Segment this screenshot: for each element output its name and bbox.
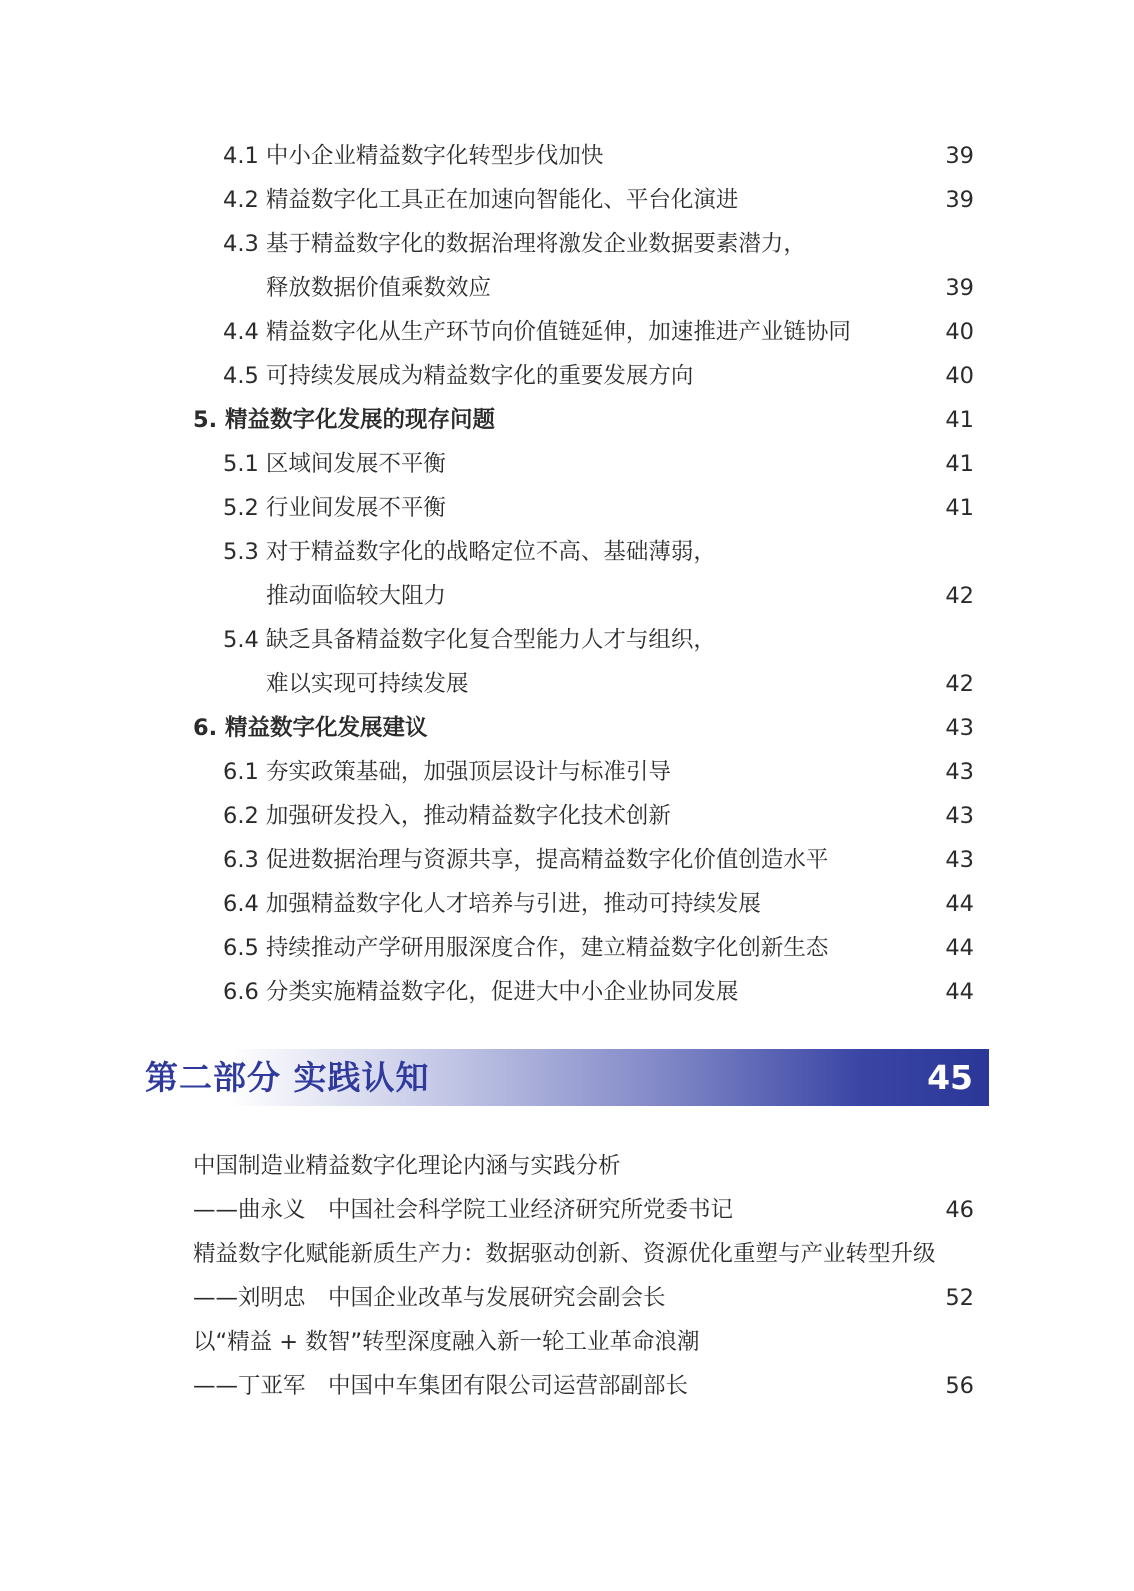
- toc-entry-title: 4.1 中小企业精益数字化转型步伐加快: [223, 143, 604, 169]
- toc-entry-title: 4.5 可持续发展成为精益数字化的重要发展方向: [223, 363, 694, 389]
- toc-entry-title: 6.5 持续推动产学研用服深度合作，建立精益数字化创新生态: [223, 935, 829, 961]
- toc-entry-title: 5.1 区域间发展不平衡: [223, 451, 446, 477]
- article-title: 中国制造业精益数字化理论内涵与实践分析: [193, 1153, 621, 1179]
- toc-entry-page: 43: [945, 759, 974, 785]
- toc-entry-title: 6.4 加强精益数字化人才培养与引进，推动可持续发展: [223, 891, 761, 917]
- toc-entry-title: 5.3 对于精益数字化的战略定位不高、基础薄弱，: [223, 539, 716, 565]
- toc-chapter-title: 6. 精益数字化发展建议: [193, 715, 428, 741]
- toc-entry-title: 4.2 精益数字化工具正在加速向智能化、平台化演进: [223, 187, 739, 213]
- toc-entry-page: 40: [945, 319, 974, 345]
- toc-entry-page: 42: [945, 583, 974, 609]
- part-banner[interactable]: [145, 1049, 989, 1106]
- toc-chapter-page: 43: [945, 715, 974, 741]
- toc-entry-page: 39: [945, 275, 974, 301]
- article-title: 以“精益 + 数智”转型深度融入新一轮工业革命浪潮: [193, 1329, 700, 1355]
- part-title: 第二部分 实践认知: [145, 1058, 430, 1097]
- toc-chapter-title: 5. 精益数字化发展的现存问题: [193, 407, 496, 433]
- toc-entry-page: 43: [945, 803, 974, 829]
- toc-chapter-page: 41: [945, 407, 974, 433]
- toc-entry-title-continued: 释放数据价值乘数效应: [266, 275, 492, 301]
- article-author: ——曲永义 中国社会科学院工业经济研究所党委书记: [193, 1197, 734, 1223]
- article-page: 46: [945, 1197, 974, 1223]
- toc-entry-page: 41: [945, 495, 974, 521]
- toc-entry-page: 43: [945, 847, 974, 873]
- toc-entry-title: 5.2 行业间发展不平衡: [223, 495, 446, 521]
- toc-entry-page: 44: [945, 935, 974, 961]
- toc-entry-title: 6.6 分类实施精益数字化，促进大中小企业协同发展: [223, 979, 739, 1005]
- toc-entry-page: 44: [945, 891, 974, 917]
- article-page: 56: [945, 1373, 974, 1399]
- part-page: 45: [927, 1058, 973, 1097]
- toc-entry-page: 42: [945, 671, 974, 697]
- article-page: 52: [945, 1285, 974, 1311]
- toc-entry-title: 6.3 促进数据治理与资源共享，提高精益数字化价值创造水平: [223, 847, 829, 873]
- article-title: 精益数字化赋能新质生产力：数据驱动创新、资源优化重塑与产业转型升级: [193, 1241, 936, 1267]
- toc-entry-page: 39: [945, 187, 974, 213]
- toc-entry-page: 39: [945, 143, 974, 169]
- toc-entry-title: 6.2 加强研发投入，推动精益数字化技术创新: [223, 803, 671, 829]
- toc-entry-title: 4.4 精益数字化从生产环节向价值链延伸，加速推进产业链协同: [223, 319, 851, 345]
- toc-entry-title: 4.3 基于精益数字化的数据治理将激发企业数据要素潜力，: [223, 231, 806, 257]
- article-author: ——刘明忠 中国企业改革与发展研究会副会长: [193, 1285, 666, 1311]
- article-author: ——丁亚军 中国中车集团有限公司运营部副部长: [193, 1373, 689, 1399]
- toc-entry-title-continued: 推动面临较大阻力: [266, 583, 447, 609]
- toc-entry-page: 40: [945, 363, 974, 389]
- toc-entry-title-continued: 难以实现可持续发展: [266, 671, 469, 697]
- toc-entry-title: 6.1 夯实政策基础，加强顶层设计与标准引导: [223, 759, 671, 785]
- toc-entry-page: 44: [945, 979, 974, 1005]
- toc-entry-page: 41: [945, 451, 974, 477]
- toc-entry-title: 5.4 缺乏具备精益数字化复合型能力人才与组织，: [223, 627, 716, 653]
